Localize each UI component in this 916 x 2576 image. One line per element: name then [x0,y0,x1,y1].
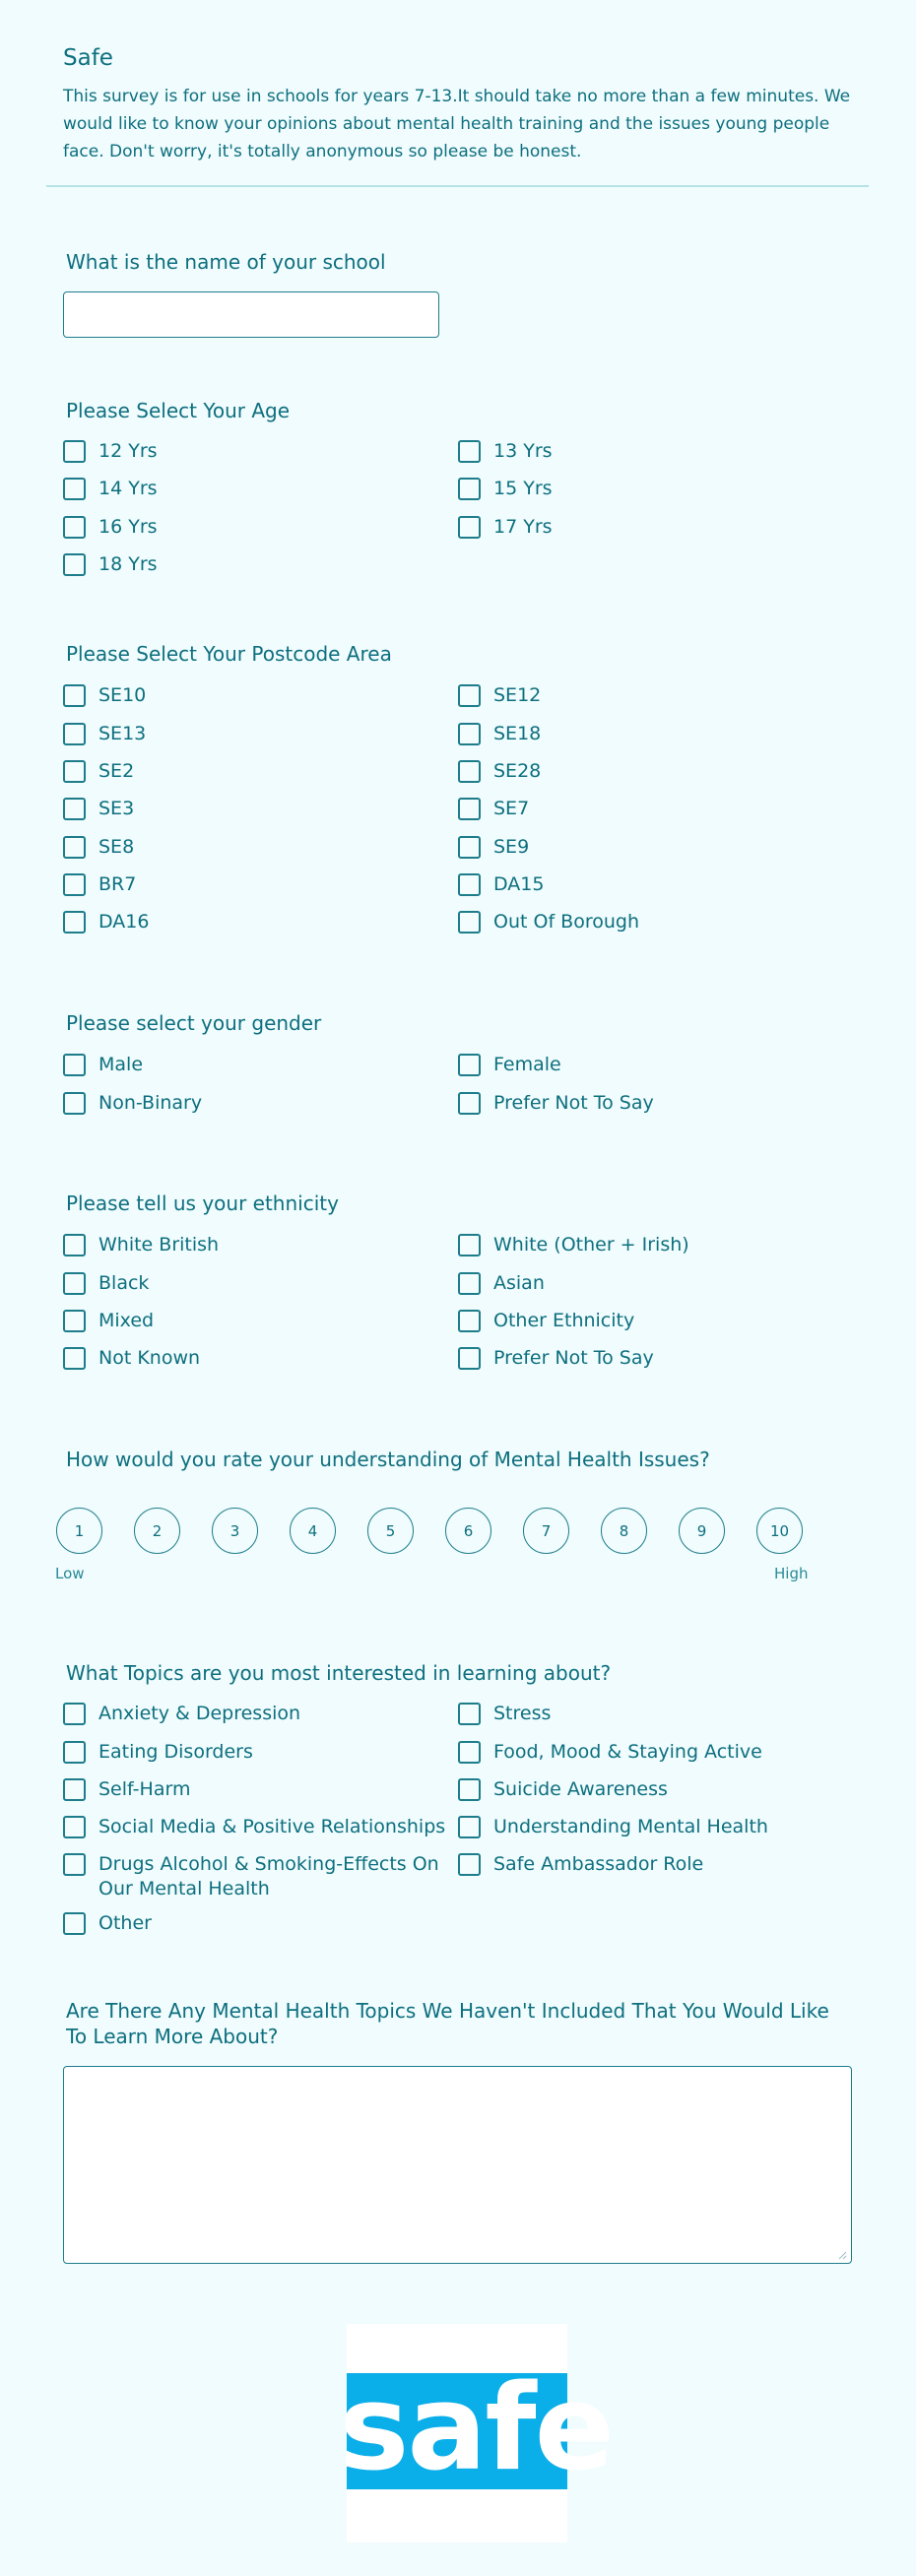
postcode-option[interactable] [63,759,134,784]
postcode-option[interactable] [63,797,134,821]
option-label: Safe Ambassador Role [493,1853,704,1875]
age-option[interactable] [458,477,553,501]
age-option[interactable] [63,515,158,540]
checkbox[interactable] [63,798,86,820]
option-label: Understanding Mental Health [493,1816,768,1837]
checkbox[interactable] [63,1741,86,1764]
age-option[interactable] [63,477,158,501]
topic-option[interactable] [458,1702,551,1726]
checkbox[interactable] [458,836,481,859]
postcode-option[interactable] [458,872,544,897]
option-label: 16 Yrs [98,516,158,538]
checkbox[interactable] [458,516,481,539]
option-label: Male [98,1054,144,1075]
option-label: 18 Yrs [98,553,158,575]
topic-option[interactable] [63,1911,152,1936]
ethnicity-option[interactable] [63,1271,149,1296]
logo-band [339,2360,613,2497]
topic-option[interactable] [63,1777,190,1802]
option-label: Food, Mood & Staying Active [493,1741,762,1763]
rating-option-2[interactable]: 2 [134,1508,180,1554]
rating-high-label: High [774,1565,809,1582]
rating-option-7[interactable]: 7 [523,1508,569,1554]
checkbox[interactable] [458,1092,481,1115]
postcode-option[interactable] [458,910,639,934]
option-label: Drugs Alcohol & Smoking-Effects On Our Mental Health [98,1853,439,1900]
option-label: SE8 [98,836,135,858]
checkbox[interactable] [458,798,481,820]
option-label: Eating Disorders [98,1741,253,1763]
checkbox[interactable] [63,440,86,463]
option-label: White British [98,1234,220,1256]
option-label: Not Known [98,1347,201,1369]
checkbox[interactable] [458,1741,481,1764]
option-label: 17 Yrs [493,516,553,538]
checkbox[interactable] [63,873,86,896]
gender-option[interactable] [63,1091,202,1116]
rating-option-8[interactable]: 8 [601,1508,647,1554]
checkbox[interactable] [63,1092,86,1115]
topic-option[interactable] [458,1852,703,1877]
checkbox[interactable] [458,1778,481,1801]
rating-option-1[interactable]: 1 [56,1508,102,1554]
checkbox[interactable] [63,1310,86,1332]
checkbox[interactable] [63,516,86,539]
topic-option[interactable] [458,1777,668,1802]
checkbox[interactable] [458,1703,481,1725]
checkbox[interactable] [63,1347,86,1370]
ethnicity-option[interactable] [458,1346,654,1371]
form-header [63,43,861,165]
postcode-option[interactable] [458,683,541,708]
checkbox[interactable] [458,684,481,707]
option-label: 14 Yrs [98,478,158,499]
topic-option[interactable] [63,1852,457,1901]
option-label: Non-Binary [98,1092,203,1114]
checkbox[interactable] [63,760,86,783]
checkbox[interactable] [458,1054,481,1076]
option-label: SE10 [98,684,147,706]
ethnicity-option[interactable] [458,1233,689,1257]
option-label: SE28 [493,760,542,782]
option-label: Mixed [98,1310,155,1331]
option-label: SE12 [493,684,542,706]
topic-option[interactable] [63,1815,445,1839]
ethnicity-option[interactable] [458,1271,545,1296]
rating-option-9[interactable]: 9 [679,1508,725,1554]
postcode-option[interactable] [458,797,529,821]
topic-option[interactable] [458,1815,768,1839]
ethnicity-option[interactable] [458,1309,634,1333]
rating-low-label: Low [55,1565,85,1582]
checkbox[interactable] [63,478,86,500]
checkbox[interactable] [458,478,481,500]
checkbox[interactable] [458,440,481,463]
checkbox[interactable] [63,684,86,707]
checkbox[interactable] [63,836,86,859]
question-age-label: Please Select Your Age [66,399,291,422]
checkbox[interactable] [458,1272,481,1295]
topic-option[interactable] [63,1740,253,1765]
gender-option[interactable] [458,1091,654,1116]
checkbox[interactable] [63,1853,86,1876]
option-label: SE9 [493,836,530,858]
checkbox[interactable] [63,1054,86,1076]
option-label: Asian [493,1272,545,1294]
option-label: Black [98,1272,150,1294]
option-label: 12 Yrs [98,440,158,462]
postcode-option[interactable] [63,835,134,860]
rating-option-5[interactable]: 5 [367,1508,414,1554]
postcode-option[interactable] [63,872,136,897]
option-label: Prefer Not To Say [493,1092,654,1114]
ethnicity-option[interactable] [63,1309,154,1333]
option-label: SE3 [98,798,135,819]
ethnicity-option[interactable] [63,1233,219,1257]
form-title: Safe [63,45,113,71]
checkbox[interactable] [63,911,86,934]
form-description: This survey is for use in schools for years 7-13.It should take no more than a few minutes. We would like to know your opinions about mental health training and the issues young people face. Don't worry, it's totally anonymous so please be honest. [63,87,851,161]
gender-option[interactable] [458,1053,561,1077]
resize-handle-icon[interactable] [837,2250,847,2260]
checkbox[interactable] [458,873,481,896]
postcode-option[interactable] [63,683,146,708]
option-label: SE18 [493,723,542,744]
rating-option-6[interactable]: 6 [445,1508,491,1554]
gender-option[interactable] [63,1053,143,1077]
header-divider [46,185,869,187]
option-label: 13 Yrs [493,440,553,462]
option-label: Prefer Not To Say [493,1347,654,1369]
option-label: BR7 [98,873,137,895]
checkbox[interactable] [458,1310,481,1332]
postcode-option[interactable] [458,759,541,784]
option-label: SE2 [98,760,135,782]
option-label: Out Of Borough [493,911,639,933]
question-postcode-label: Please Select Your Postcode Area [66,642,392,666]
option-label: Female [493,1054,561,1075]
checkbox[interactable] [63,1912,86,1935]
checkbox[interactable] [458,723,481,745]
age-option[interactable] [63,439,158,464]
checkbox[interactable] [458,1816,481,1838]
other-topics-textarea[interactable] [63,2066,852,2264]
checkbox[interactable] [63,1272,86,1295]
age-option[interactable] [63,552,158,577]
ethnicity-option[interactable] [63,1346,200,1371]
option-label: Other Ethnicity [493,1310,635,1331]
option-label: Anxiety & Depression [98,1703,301,1724]
option-label: Self-Harm [98,1778,191,1800]
school-name-input[interactable] [63,291,439,338]
checkbox[interactable] [63,1234,86,1256]
question-school-label: What is the name of your school [66,250,386,274]
rating-option-10[interactable]: 10 [756,1508,803,1554]
checkbox[interactable] [63,723,86,745]
checkbox[interactable] [458,760,481,783]
postcode-option[interactable] [63,722,146,746]
checkbox[interactable] [63,1703,86,1725]
option-label: DA16 [98,911,150,933]
option-label: Suicide Awareness [493,1778,668,1800]
safe-logo [339,2324,613,2543]
option-label: SE13 [98,723,147,744]
question-rating-label: How would you rate your understanding of Mental Health Issues? [66,1448,710,1471]
option-label: White (Other + Irish) [493,1234,689,1256]
topic-option[interactable] [458,1740,762,1765]
question-ethnicity-label: Please tell us your ethnicity [66,1191,339,1215]
checkbox[interactable] [458,1853,481,1876]
topic-option[interactable] [63,1702,300,1726]
question-other-topics-label: Are There Any Mental Health Topics We Haven't Included That You Would Like To Learn More About? [66,1999,829,2048]
postcode-option[interactable] [63,910,149,934]
logo-text: safe [339,2360,613,2497]
checkbox[interactable] [458,1234,481,1256]
option-label: Stress [493,1703,552,1724]
option-label: SE7 [493,798,530,819]
option-label: Social Media & Positive Relationships [98,1816,446,1837]
postcode-option[interactable] [458,835,529,860]
question-gender-label: Please select your gender [66,1011,322,1035]
postcode-option[interactable] [458,722,541,746]
option-label: 15 Yrs [493,478,553,499]
option-label: Other [98,1912,152,1934]
age-option[interactable] [458,439,553,464]
checkbox[interactable] [458,1347,481,1370]
question-topics-label: What Topics are you most interested in learning about? [66,1661,612,1685]
checkbox[interactable] [63,553,86,576]
rating-option-4[interactable]: 4 [290,1508,336,1554]
option-label: DA15 [493,873,545,895]
checkbox[interactable] [63,1778,86,1801]
rating-option-3[interactable]: 3 [212,1508,258,1554]
age-option[interactable] [458,515,553,540]
checkbox[interactable] [458,911,481,934]
checkbox[interactable] [63,1816,86,1838]
